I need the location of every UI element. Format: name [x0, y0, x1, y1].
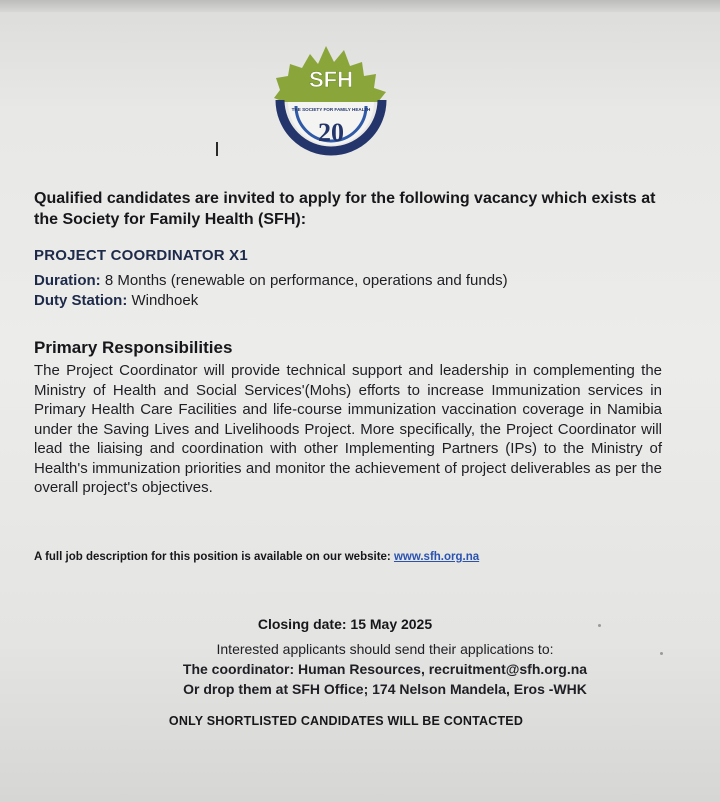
website-link[interactable]: www.sfh.org.na [393, 551, 480, 563]
closing-date: Closing date: 15 May 2025 [257, 616, 433, 632]
application-office-line: Or drop them at SFH Office; 174 Nelson Mandela, Eros -WHK [183, 681, 587, 697]
duration-value: 8 Months (renewable on performance, operations and funds) [104, 272, 508, 289]
duty-station-value: Windhoek [131, 292, 199, 309]
logo-org-name: THE SOCIETY FOR FAMILY HEALTH [291, 107, 371, 112]
shortlist-notice: ONLY SHORTLISTED CANDIDATES WILL BE CONTACTED [168, 714, 524, 728]
responsibilities-heading: Primary Responsibilities [34, 338, 233, 357]
paper-speck [660, 652, 663, 655]
duration-line [34, 272, 508, 289]
duty-station-line [34, 292, 198, 309]
sfh-20-anniversary-logo [266, 40, 396, 158]
paper-speck [598, 624, 601, 627]
logo-anniversary-number: 20 [318, 118, 344, 147]
application-email-line: The coordinator: Human Resources, recruitment@sfh.org.na [182, 661, 588, 677]
job-title: PROJECT COORDINATOR X1 [34, 247, 248, 264]
website-line [34, 551, 479, 563]
intro-paragraph: Qualified candidates are invited to apply for the following vacancy which exists at the Society for Family Health (SFH): [34, 190, 656, 228]
text-cursor-mark [216, 142, 218, 156]
duration-label: Duration: [34, 272, 101, 289]
website-text: A full job description for this position is available on our website: [34, 551, 391, 563]
responsibilities-body: The Project Coordinator will provide technical support and leadership in complementing the Ministry of Health and Social Services'(Mohs) efforts to increase Immunization services in Primary Health Care Facilities and life-course immunization vaccination coverage in Namibia under the Saving Lives and Livelihoods Project. More specifically, the Project Coordinator will lead the liaising and coordination with other Implementing Partners (IPs) to the Ministry of Health's immunization priorities and monitor the achievement of project deliverables as per the overall project's objectives. [34, 362, 662, 496]
paper-top-edge [0, 0, 720, 12]
duty-station-label: Duty Station: [34, 292, 128, 309]
application-instruction: Interested applicants should send their applications to: [216, 641, 554, 657]
logo-acronym: SFH [309, 67, 353, 92]
